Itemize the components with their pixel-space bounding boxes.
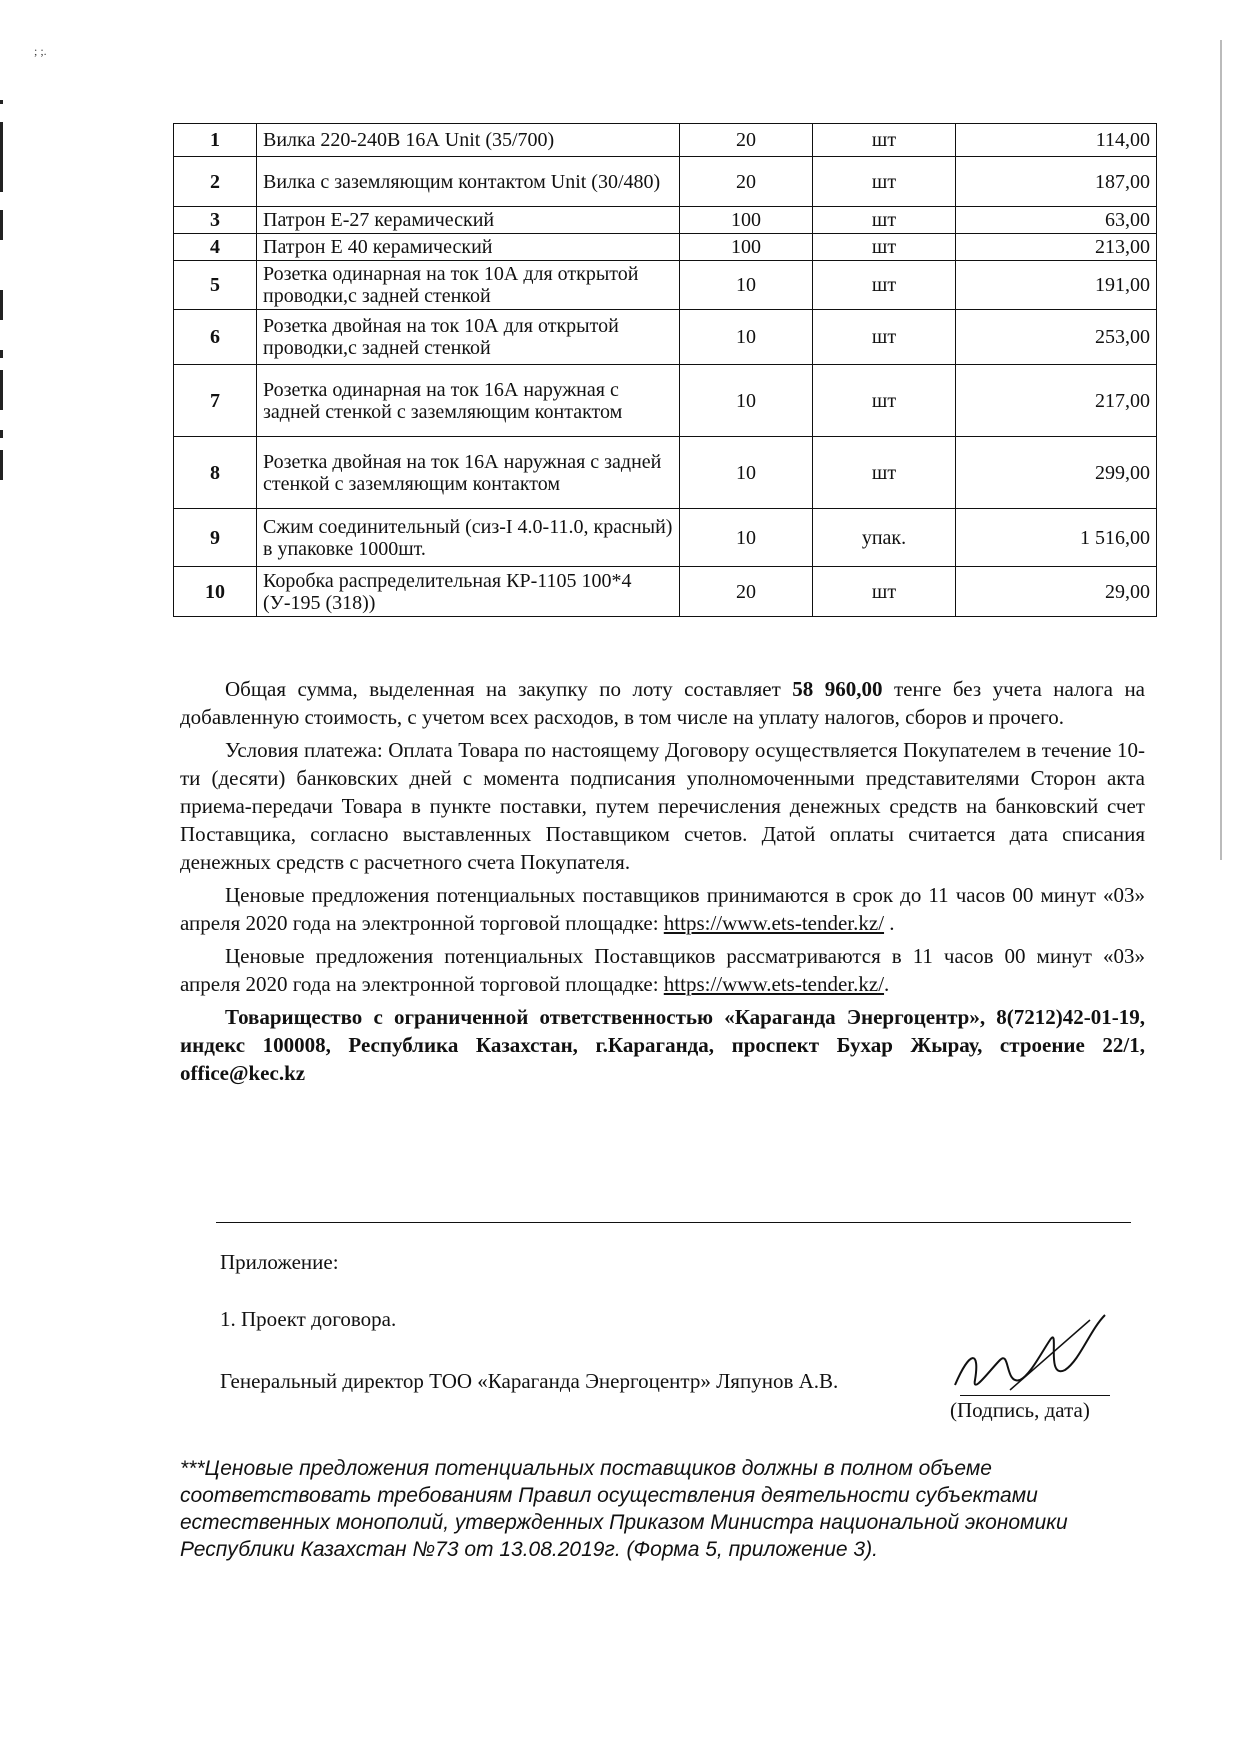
item-unit: шт — [813, 124, 956, 157]
item-quantity: 20 — [680, 124, 813, 157]
table-row — [174, 365, 1157, 437]
row-number: 3 — [174, 207, 257, 234]
total-text-before: Общая сумма, выделенная на закупку по лоту составляет — [225, 677, 793, 701]
company-details: Товарищество с ограниченной ответственностью «Караганда Энергоцентр», 8(7212)42-01-19, индекс 100008, Республика Казахстан, г.Караганда, проспект Бухар Жырау, строение 22/1, office@kec.kz — [180, 1005, 1145, 1085]
item-name: Розетка одинарная на ток 10А для открытой проводки,с задней стенкой — [257, 261, 680, 310]
item-name: Коробка распределительная КР-1105 100*4 (У-195 (318)) — [257, 567, 680, 617]
item-quantity: 10 — [680, 365, 813, 437]
total-text-after: тенге без учета налога на добавленную стоимость, с учетом всех расходов, в том числе на уплату налогов, сборов и прочего. — [180, 677, 1146, 729]
item-quantity: 10 — [680, 261, 813, 310]
item-price: 213,00 — [956, 234, 1157, 261]
signature-scribble — [950, 1310, 1110, 1400]
table-row — [174, 310, 1157, 365]
total-amount: 58 960,00 — [792, 677, 883, 701]
item-name: Вилка с заземляющим контактом Unit (30/480) — [257, 157, 680, 207]
table-row — [174, 157, 1157, 207]
item-price: 29,00 — [956, 567, 1157, 617]
accept-paragraph — [180, 881, 1145, 937]
scan-right-edge — [1220, 40, 1222, 860]
item-quantity: 20 — [680, 157, 813, 207]
signature-line — [960, 1395, 1110, 1396]
appendix-title: Приложение: — [220, 1250, 339, 1274]
accept-text: Ценовые предложения потенциальных поставщиков принимаются в срок до 11 часов 00 минут «03» апреля 2020 года на электронной торговой площадке: — [180, 883, 1145, 935]
item-unit: шт — [813, 207, 956, 234]
item-price: 114,00 — [956, 124, 1157, 157]
item-name: Патрон Е 40 керамический — [257, 234, 680, 261]
corner-marks: ; ;. — [34, 44, 47, 58]
item-price: 1 516,00 — [956, 509, 1157, 567]
item-name: Вилка 220-240В 16А Unit (35/700) — [257, 124, 680, 157]
review-text: Ценовые предложения потенциальных Поставщиков рассматриваются в 11 часов 00 минут «03» апреля 2020 года на электронной торговой площадке: — [180, 944, 1145, 996]
table-row — [174, 124, 1157, 157]
appendix-item: 1. Проект договора. — [220, 1307, 397, 1331]
table-row — [174, 261, 1157, 310]
row-number: 8 — [174, 437, 257, 509]
item-quantity: 10 — [680, 310, 813, 365]
row-number: 10 — [174, 567, 257, 617]
table-row — [174, 234, 1157, 261]
item-unit: упак. — [813, 509, 956, 567]
row-number: 9 — [174, 509, 257, 567]
item-price: 191,00 — [956, 261, 1157, 310]
item-quantity: 10 — [680, 437, 813, 509]
row-number: 5 — [174, 261, 257, 310]
signature-caption: (Подпись, дата) — [950, 1398, 1090, 1422]
item-unit: шт — [813, 157, 956, 207]
item-unit: шт — [813, 234, 956, 261]
item-unit: шт — [813, 365, 956, 437]
divider-line — [216, 1222, 1131, 1223]
item-price: 299,00 — [956, 437, 1157, 509]
item-quantity: 100 — [680, 234, 813, 261]
table-row — [174, 437, 1157, 509]
item-name: Розетка одинарная на ток 16А наружная с задней стенкой с заземляющим контактом — [257, 365, 680, 437]
footnote: ***Ценовые предложения потенциальных поставщиков должны в полном объеме соответствовать требованиям Правил осуществления деятельности субъектами естественных монополий, утвержденных Приказом Министра национальной экономики Республики Казахстан №73 от 13.08.2019г. (Форма 5, приложение 3). — [180, 1457, 1068, 1561]
item-quantity: 10 — [680, 509, 813, 567]
item-name: Розетка двойная на ток 10А для открытой проводки,с задней стенкой — [257, 310, 680, 365]
row-number: 6 — [174, 310, 257, 365]
table-row — [174, 509, 1157, 567]
accept-link[interactable]: https://www.ets-tender.kz/ — [663, 911, 885, 935]
table-row — [174, 207, 1157, 234]
item-unit: шт — [813, 437, 956, 509]
row-number: 7 — [174, 365, 257, 437]
item-unit: шт — [813, 310, 956, 365]
row-number: 1 — [174, 124, 257, 157]
item-name: Патрон Е-27 керамический — [257, 207, 680, 234]
item-unit: шт — [813, 261, 956, 310]
item-price: 187,00 — [956, 157, 1157, 207]
accept-text-after: . — [884, 911, 895, 935]
row-number: 2 — [174, 157, 257, 207]
item-price: 253,00 — [956, 310, 1157, 365]
payment-paragraph: Условия платежа: Оплата Товара по настоящему Договору осуществляется Покупателем в течение 10-ти (десяти) банковских дней с момента подписания уполномоченными представителями Сторон акта приема-передачи Товара в пункте поставки, путем перечисления денежных средств на банковский счет Поставщика, согласно выставленных Поставщиком счетов. Датой оплаты считается дата списания денежных средств с расчетного счета Покупателя. — [180, 738, 1145, 874]
item-name: Розетка двойная на ток 16А наружная с задней стенкой с заземляющим контактом — [257, 437, 680, 509]
total-paragraph — [180, 675, 1145, 731]
review-link[interactable]: https://www.ets-tender.kz/ — [663, 972, 885, 996]
body-text — [180, 675, 1145, 1092]
item-price: 63,00 — [956, 207, 1157, 234]
item-quantity: 100 — [680, 207, 813, 234]
item-name: Сжим соединительный (сиз-I 4.0-11.0, красный) в упаковке 1000шт. — [257, 509, 680, 567]
item-quantity: 20 — [680, 567, 813, 617]
review-text-after: . — [884, 972, 890, 996]
item-price: 217,00 — [956, 365, 1157, 437]
item-unit: шт — [813, 567, 956, 617]
scan-edge-marks — [0, 100, 6, 480]
row-number: 4 — [174, 234, 257, 261]
director-line: Генеральный директор ТОО «Караганда Энергоцентр» Ляпунов А.В. — [220, 1369, 839, 1393]
review-paragraph — [180, 942, 1145, 998]
table-row — [174, 567, 1157, 617]
items-table — [173, 123, 1157, 617]
